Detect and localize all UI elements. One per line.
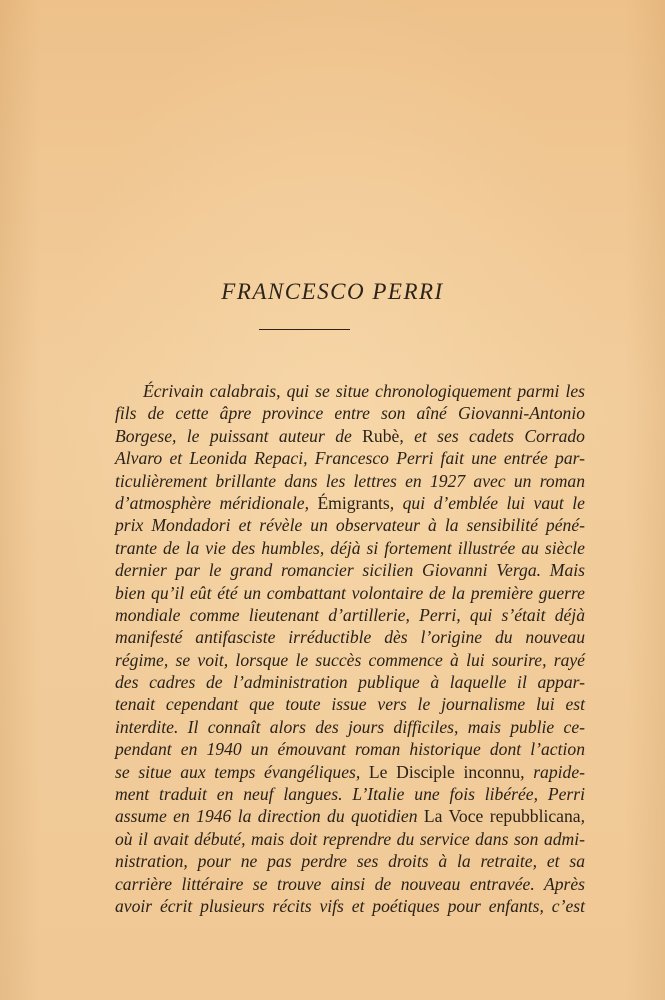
page-title: FRANCESCO PERRI: [221, 279, 444, 304]
text-line: [115, 895, 585, 917]
work-title: Le Disciple inconnu: [368, 761, 521, 782]
text-line: [115, 425, 585, 447]
text-segment: interdite. Il connaît alors des jours difficiles, mais publie ce-: [115, 716, 585, 737]
text-segment: mondiale comme lieutenant d’artillerie, Perri, qui s’était déjà: [115, 604, 585, 625]
text-segment: pendant en 1940 un émouvant roman historique dont l’action: [115, 739, 585, 760]
text-line: [115, 761, 585, 783]
text-line: [115, 402, 585, 424]
text-line: [115, 559, 585, 581]
text-segment: , qui d’emblée lui vaut le: [389, 492, 585, 513]
work-title: La Voce repubblicana: [423, 806, 581, 827]
text-segment: ticulièrement brillante dans les lettres en 1927 avec un roman: [115, 470, 585, 491]
text-segment: bien qu’il eût été un combattant volontaire de la première guerre: [115, 582, 585, 603]
text-segment: se situe aux temps évangéliques,: [115, 761, 369, 782]
text-line: [115, 783, 585, 805]
text-segment: Borgese, le puissant auteur de: [115, 425, 363, 446]
text-segment: fils de cette âpre province entre son aîné Giovanni-Antonio: [115, 403, 585, 424]
text-segment: ment traduit en neuf langues. L’Italie une fois libérée, Perri: [115, 784, 585, 805]
text-line: [115, 716, 585, 738]
text-segment: où il avait débuté, mais doit reprendre du service dans son admi-: [115, 828, 585, 849]
text-segment: , rapide-: [520, 761, 586, 782]
text-segment: assume en 1946 la direction du quotidien: [115, 806, 424, 827]
text-segment: des cadres de l’administration publique à laquelle il appar-: [115, 672, 585, 693]
text-line: [115, 671, 585, 693]
text-segment: Écrivain calabrais, qui se situe chronologiquement parmi les: [143, 381, 585, 401]
text-line: [115, 470, 585, 492]
text-line: [115, 380, 585, 402]
work-title: Rubè: [362, 425, 400, 446]
text-segment: , et ses cadets Corrado: [399, 425, 585, 446]
text-segment: régime, se voit, lorsque le succès commence à lui sourire, rayé: [115, 649, 585, 670]
text-segment: prix Mondadori et révèle un observateur à la sensibilité péné-: [115, 515, 585, 536]
text-line: [115, 626, 585, 648]
text-line: [115, 514, 585, 536]
text-segment: carrière littéraire se trouve ainsi de nouveau entravée. Après: [115, 873, 585, 894]
body-paragraph: [115, 380, 585, 917]
text-segment: dernier par le grand romancier sicilien Giovanni Verga. Mais: [115, 560, 585, 581]
text-line: [115, 582, 585, 604]
text-segment: d’atmosphère méridionale,: [115, 492, 318, 513]
text-segment: ,: [580, 806, 585, 827]
text-line: [115, 738, 585, 760]
text-segment: tenait cependant que toute issue vers le journalisme lui est: [115, 694, 585, 715]
work-title: Émigrants: [317, 492, 390, 513]
text-segment: manifesté antifasciste irréductible dès l’origine du nouveau: [115, 627, 585, 648]
text-line: [115, 873, 585, 895]
text-line: [115, 828, 585, 850]
text-line: [115, 492, 585, 514]
text-line: [115, 693, 585, 715]
text-line: [115, 447, 585, 469]
text-line: [115, 649, 585, 671]
text-line: [115, 805, 585, 827]
title-divider: [259, 329, 350, 330]
text-segment: avoir écrit plusieurs récits vifs et poétiques pour enfants, c’est: [115, 895, 585, 916]
text-line: [115, 850, 585, 872]
text-line: [115, 537, 585, 559]
text-segment: nistration, pour ne pas perdre ses droits à la retraite, et sa: [115, 851, 585, 872]
text-line: [115, 604, 585, 626]
text-segment: Alvaro et Leonida Repaci, Francesco Perri fait une entrée par-: [115, 448, 585, 469]
text-segment: trante de la vie des humbles, déjà si fortement illustrée au siècle: [115, 537, 585, 558]
